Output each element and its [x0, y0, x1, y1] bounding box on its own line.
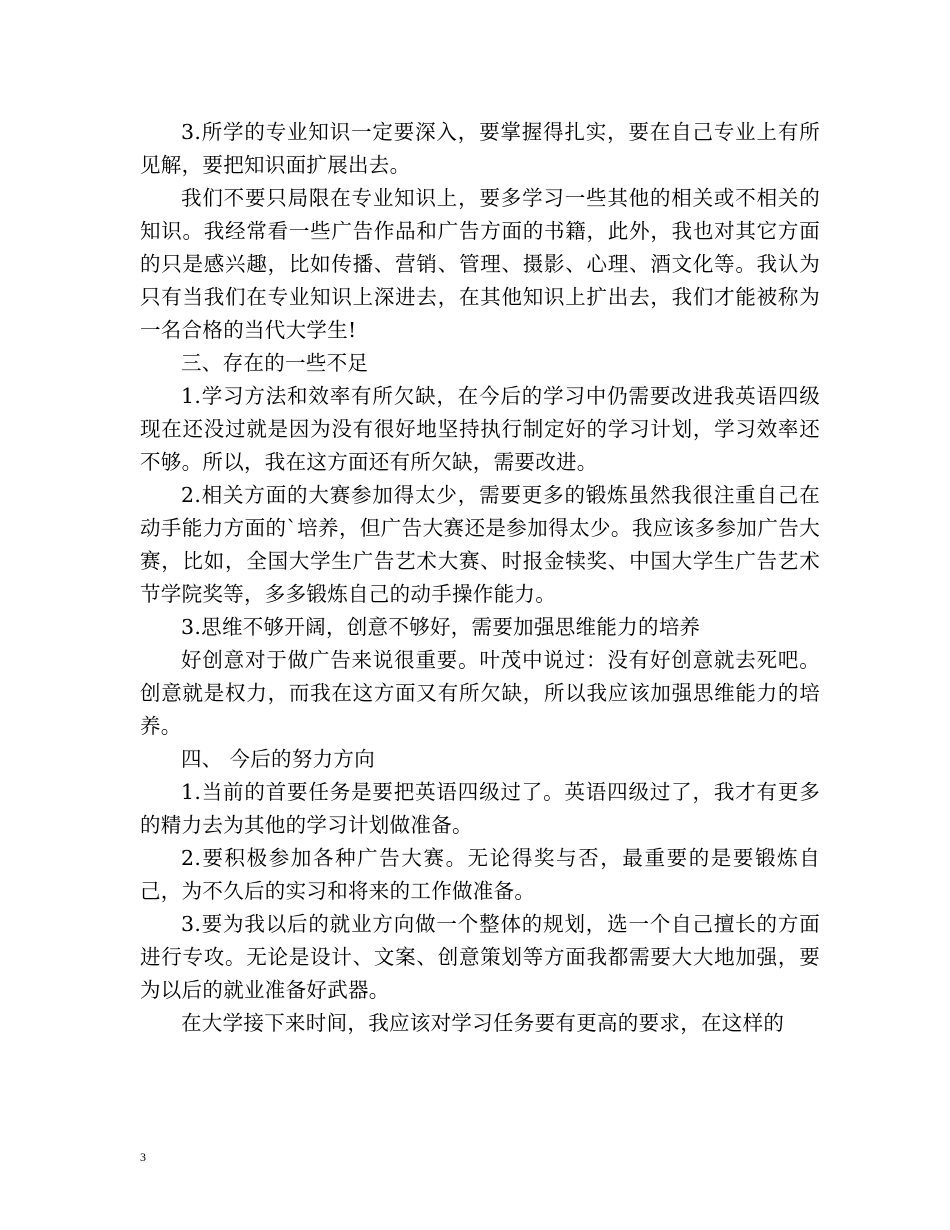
paragraph: 好创意对于做广告来说很重要。叶茂中说过：没有好创意就去死吧。创意就是权力，而我在这方面又有所欠缺，所以我应该加强思维能力的培养。: [140, 648, 820, 738]
paragraph: 3.所学的专业知识一定要深入，要掌握得扎实，要在自己专业上有所见解，要把知识面扩展出去。: [140, 120, 820, 177]
paragraph: 我们不要只局限在专业知识上，要多学习一些其他的相关或不相关的知识。我经常看一些广告作品和广告方面的书籍，此外，我也对其它方面的只是感兴趣，比如传播、营销、管理、摄影、心理、酒文化等。我认为只有当我们在专业知识上深进去，在其他知识上扩出去，我们才能被称为一名合格的当代大学生!: [140, 186, 820, 342]
paragraph: 在大学接下来时间，我应该对学习任务要有更高的要求，在这样的: [181, 1011, 785, 1035]
paragraph: 2.相关方面的大赛参加得太少，需要更多的锻炼虽然我很注重自己在动手能力方面的`培养，但广告大赛还是参加得太少。我应该多参加广告大赛，比如，全国大学生广告艺术大赛、时报金犊奖、中国大学生广告艺术节学院奖等，多多锻炼自己的动手操作能力。: [140, 483, 820, 606]
paragraph: 3.要为我以后的就业方向做一个整体的规划，选一个自己擅长的方面进行专攻。无论是设计、文案、创意策划等方面我都需要大大地加强，要为以后的就业准备好武器。: [140, 912, 820, 1002]
section-heading: 三、存在的一些不足: [181, 351, 369, 375]
paragraph: 3.思维不够开阔，创意不够好，需要加强思维能力的培养: [181, 615, 701, 639]
document-body: [140, 116, 820, 1040]
section-heading: 四、 今后的努力方向: [181, 747, 376, 771]
paragraph: 1.学习方法和效率有所欠缺，在今后的学习中仍需要改进我英语四级现在还没过就是因为没有很好地坚持执行制定好的学习计划，学习效率还不够。所以，我在这方面还有所欠缺，需要改进。: [140, 384, 820, 474]
page-number: 3: [140, 1150, 146, 1164]
paragraph: 2.要积极参加各种广告大赛。无论得奖与否，最重要的是要锻炼自己，为不久后的实习和将来的工作做准备。: [140, 846, 820, 903]
paragraph: 1.当前的首要任务是要把英语四级过了。英语四级过了，我才有更多的精力去为其他的学习计划做准备。: [140, 780, 820, 837]
